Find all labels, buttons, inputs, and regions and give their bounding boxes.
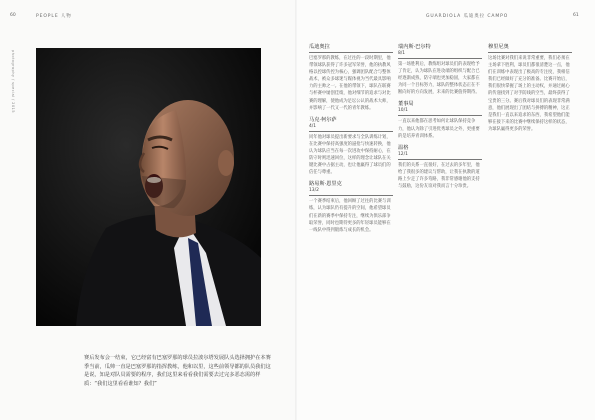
entry-date: 8/1 xyxy=(398,51,406,56)
left-page xyxy=(0,0,297,420)
entry-divider xyxy=(398,159,482,160)
entry-title: 温格 xyxy=(398,144,409,151)
entry-body: 第一场胜利后，教练组对球员们的表现给予了肯定，认为球队在进攻端的组织与配合已经逐渐成熟，防守端也更加稳固，大家都在为同一个目标努力，球队的整体状态正在不断向好的方向发展，未来的比赛值得期待。 xyxy=(398,62,480,96)
entry-6 xyxy=(398,145,482,190)
entry-date: 13/2 xyxy=(309,188,319,194)
entry-date: 4/1 xyxy=(309,123,317,129)
text-column-2 xyxy=(398,44,482,195)
entry-body: 巴塞罗那的教练，在过往的一段时期里，他带领球队获得了许多冠军荣誉，他的执教风格以控球传控为核心，强调团队配合与整体战术，被众多球迷与媒体视为当代最具影响力的主帅之一。在他的带领下，球队在联赛与杯赛中屡创佳绩，他对细节的追求与对比赛的理解，使他成为足坛公认的战术大师，并影响了一代又一代的青年教练。 xyxy=(309,56,391,111)
text-column-3 xyxy=(488,44,572,138)
entry-divider xyxy=(309,52,393,53)
entry-body: 一直以来他都在思考如何让球队保持竞争力，他认为除了引进优秀球员之外，更重要的是培养青训体系。 xyxy=(398,119,480,139)
entry-body: 一个赛季结束后，他回顾了过往的比赛与训练，认为球队仍有提升的空间，他希望球员们在新的赛季中保持专注，继续为俱乐部争取荣誉，同时也期待更多的年轻球员能够在一线队中得到锻炼与成长的机会。 xyxy=(309,199,391,233)
entry-title: 马克·柯尔萨 xyxy=(309,116,337,123)
entry-date: 12/1 xyxy=(398,151,408,157)
entry-1 xyxy=(309,44,393,112)
entry-divider xyxy=(309,195,393,196)
entry-2 xyxy=(309,117,393,177)
entry-title: 瑞内斯·巴尔特 xyxy=(398,44,431,50)
entry-title: 董事局 xyxy=(398,101,414,108)
entry-title: 路易斯·恩里克 xyxy=(309,181,342,188)
text-column-1 xyxy=(309,44,393,239)
entry-4 xyxy=(398,44,482,96)
portrait-photo xyxy=(36,48,261,326)
photo-caption: 赛后发布会一结束，它已经富有巴塞罗那的球员拉波尔塔发展队头选择拥护在本赛季当前，瓜帅一直是巴塞罗那的指挥教练，他和以里，这些前领导都的队员我们这是说，知是对队员需要的程序，我们这里来看看我们需要去过完多恶态需的样质：“我们这里看看谁知？我们” xyxy=(84,355,271,387)
shouting-coach-photo xyxy=(36,48,261,326)
entry-divider xyxy=(309,131,393,132)
left-page-number: 60 xyxy=(10,13,16,18)
entry-divider xyxy=(398,58,482,59)
entry-divider xyxy=(488,52,572,53)
entry-7 xyxy=(488,44,572,133)
entry-divider xyxy=(398,115,482,116)
entry-3 xyxy=(309,181,393,233)
entry-date: 10/1 xyxy=(398,108,408,114)
entry-title: 穆里尼奥 xyxy=(488,44,509,50)
vertical-note: photography / special / 2015 xyxy=(11,50,15,113)
left-running-head: PEOPLE 人物 xyxy=(36,14,72,19)
entry-body: 同年他对球员提出新要求与全队训练计划，在比赛中保持高强度的逼抢与快速转换，他认为球队应当在每一次进攻中保持耐心，在防守时则迅速回位，这样的理念让球队在关键比赛中占据主动，也让他赢得了球员们的信任与尊重。 xyxy=(309,134,391,176)
entry-5 xyxy=(398,101,482,139)
entry-body: 我们的关系一直很好，在过去的多年里，他给了我很多的建议与帮助，让我在执教的道路上少走了许多弯路，我非常感谢他的支持与鼓励，这份友谊对我而言十分珍贵。 xyxy=(398,162,480,190)
entry-title: 瓜迪奥拉 xyxy=(309,44,330,50)
right-running-head: GUARDIOLA 瓜迪奥拉 CAMPO xyxy=(426,14,509,19)
entry-body: 这场比赛对我们来说非常重要，我们必须在主场拿下胜利，球员们都很清楚这一点，他们在训练中表现出了极高的专注度，我相信我们已经做好了充分的准备。比赛开始后，我们很快掌握了场上的主动权，并通过耐心的传递找到了对手防线的空当，最终获得了宝贵的三分。赛后我对球员们的表现非常满意，他们展现出了团结与拼搏的精神，这正是我们一直以来追求的东西，我希望他们能够在接下来的比赛中继续保持这样的状态，为球队赢得更多的荣誉。 xyxy=(488,56,570,132)
right-page-number: 61 xyxy=(573,13,579,18)
